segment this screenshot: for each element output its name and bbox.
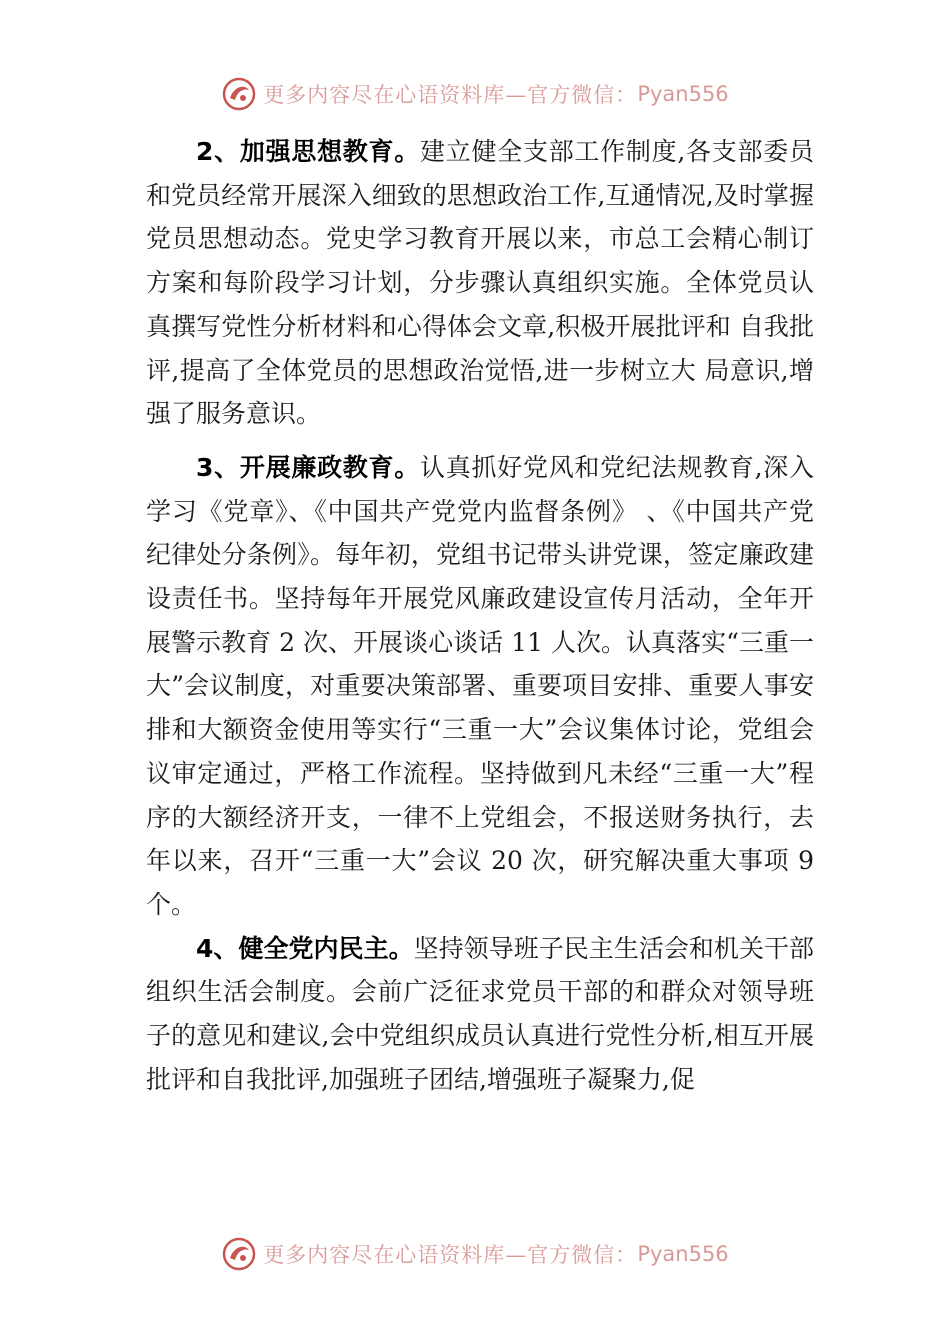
paragraph-text: 认真抓好党风和党纪法规教育,深入学习《党章》、《中国共产党党内监督条例》 、《中国共产党纪律处分条例》。每年初，党组书记带头讲党课，签定廉政建设责任书。坚持每年开展党风廉政建设宣传月活动，全年开展警示教育 2 次、开展谈心谈话 11 人次。认真落实“三重一大”会议制度，对重要决策部署、重要项目安排、重要人事安排和大额资金使用等实行“三重一大”会议集体讨论，党组会议审定通过，严格工作流程。坚持做到凡未经“三重一大”程序的大额经济开支，一律不上党组会，不报送财务执行，去年以来，召开“三重一大”会议 20 次，研究解决重大事项 9 个。 bbox=[146, 452, 814, 919]
watermark-wechat-id: Pyan556 bbox=[637, 1242, 729, 1266]
paragraph-heading: 3、开展廉政教育。 bbox=[196, 452, 421, 482]
header-watermark bbox=[0, 74, 950, 114]
document-body bbox=[146, 130, 814, 1101]
footer-watermark bbox=[0, 1234, 950, 1274]
watermark-wechat-id: Pyan556 bbox=[637, 82, 729, 106]
paragraph-heading: 2、加强思想教育。 bbox=[196, 137, 421, 166]
paragraph-text: 坚持领导班子民主生活会和机关干部组织生活会制度。会前广泛征求党员干部的和群众对领导班子的意见和建议,会中党组织成员认真进行党性分析,相互开展批评和自我批评,加强班子团结,增强班子凝聚力,促 bbox=[146, 933, 814, 1094]
paragraph-2 bbox=[146, 130, 814, 436]
paragraph-3 bbox=[146, 446, 814, 927]
paragraph-4 bbox=[146, 927, 814, 1102]
seal-logo-icon bbox=[221, 1236, 257, 1272]
paragraph-heading: 4、健全党内民主。 bbox=[196, 933, 414, 963]
paragraph-text: 建立健全支部工作制度,各支部委员和党员经常开展深入细致的思想政治工作,互通情况,及时掌握党员思想动态。党史学习教育开展以来，市总工会精心制订方案和每阶段学习计划，分步骤认真组织实施。全体党员认真撰写党性分析材料和心得体会文章,积极开展批评和 自我批评,提高了全体党员的思想政治觉悟,进一步树立大 局意识,增强了服务意识。 bbox=[146, 137, 814, 429]
watermark-text: 更多内容尽在心语资料库—官方微信： bbox=[263, 83, 638, 107]
seal-logo-icon bbox=[221, 76, 257, 112]
watermark-text: 更多内容尽在心语资料库—官方微信： bbox=[263, 1243, 638, 1267]
